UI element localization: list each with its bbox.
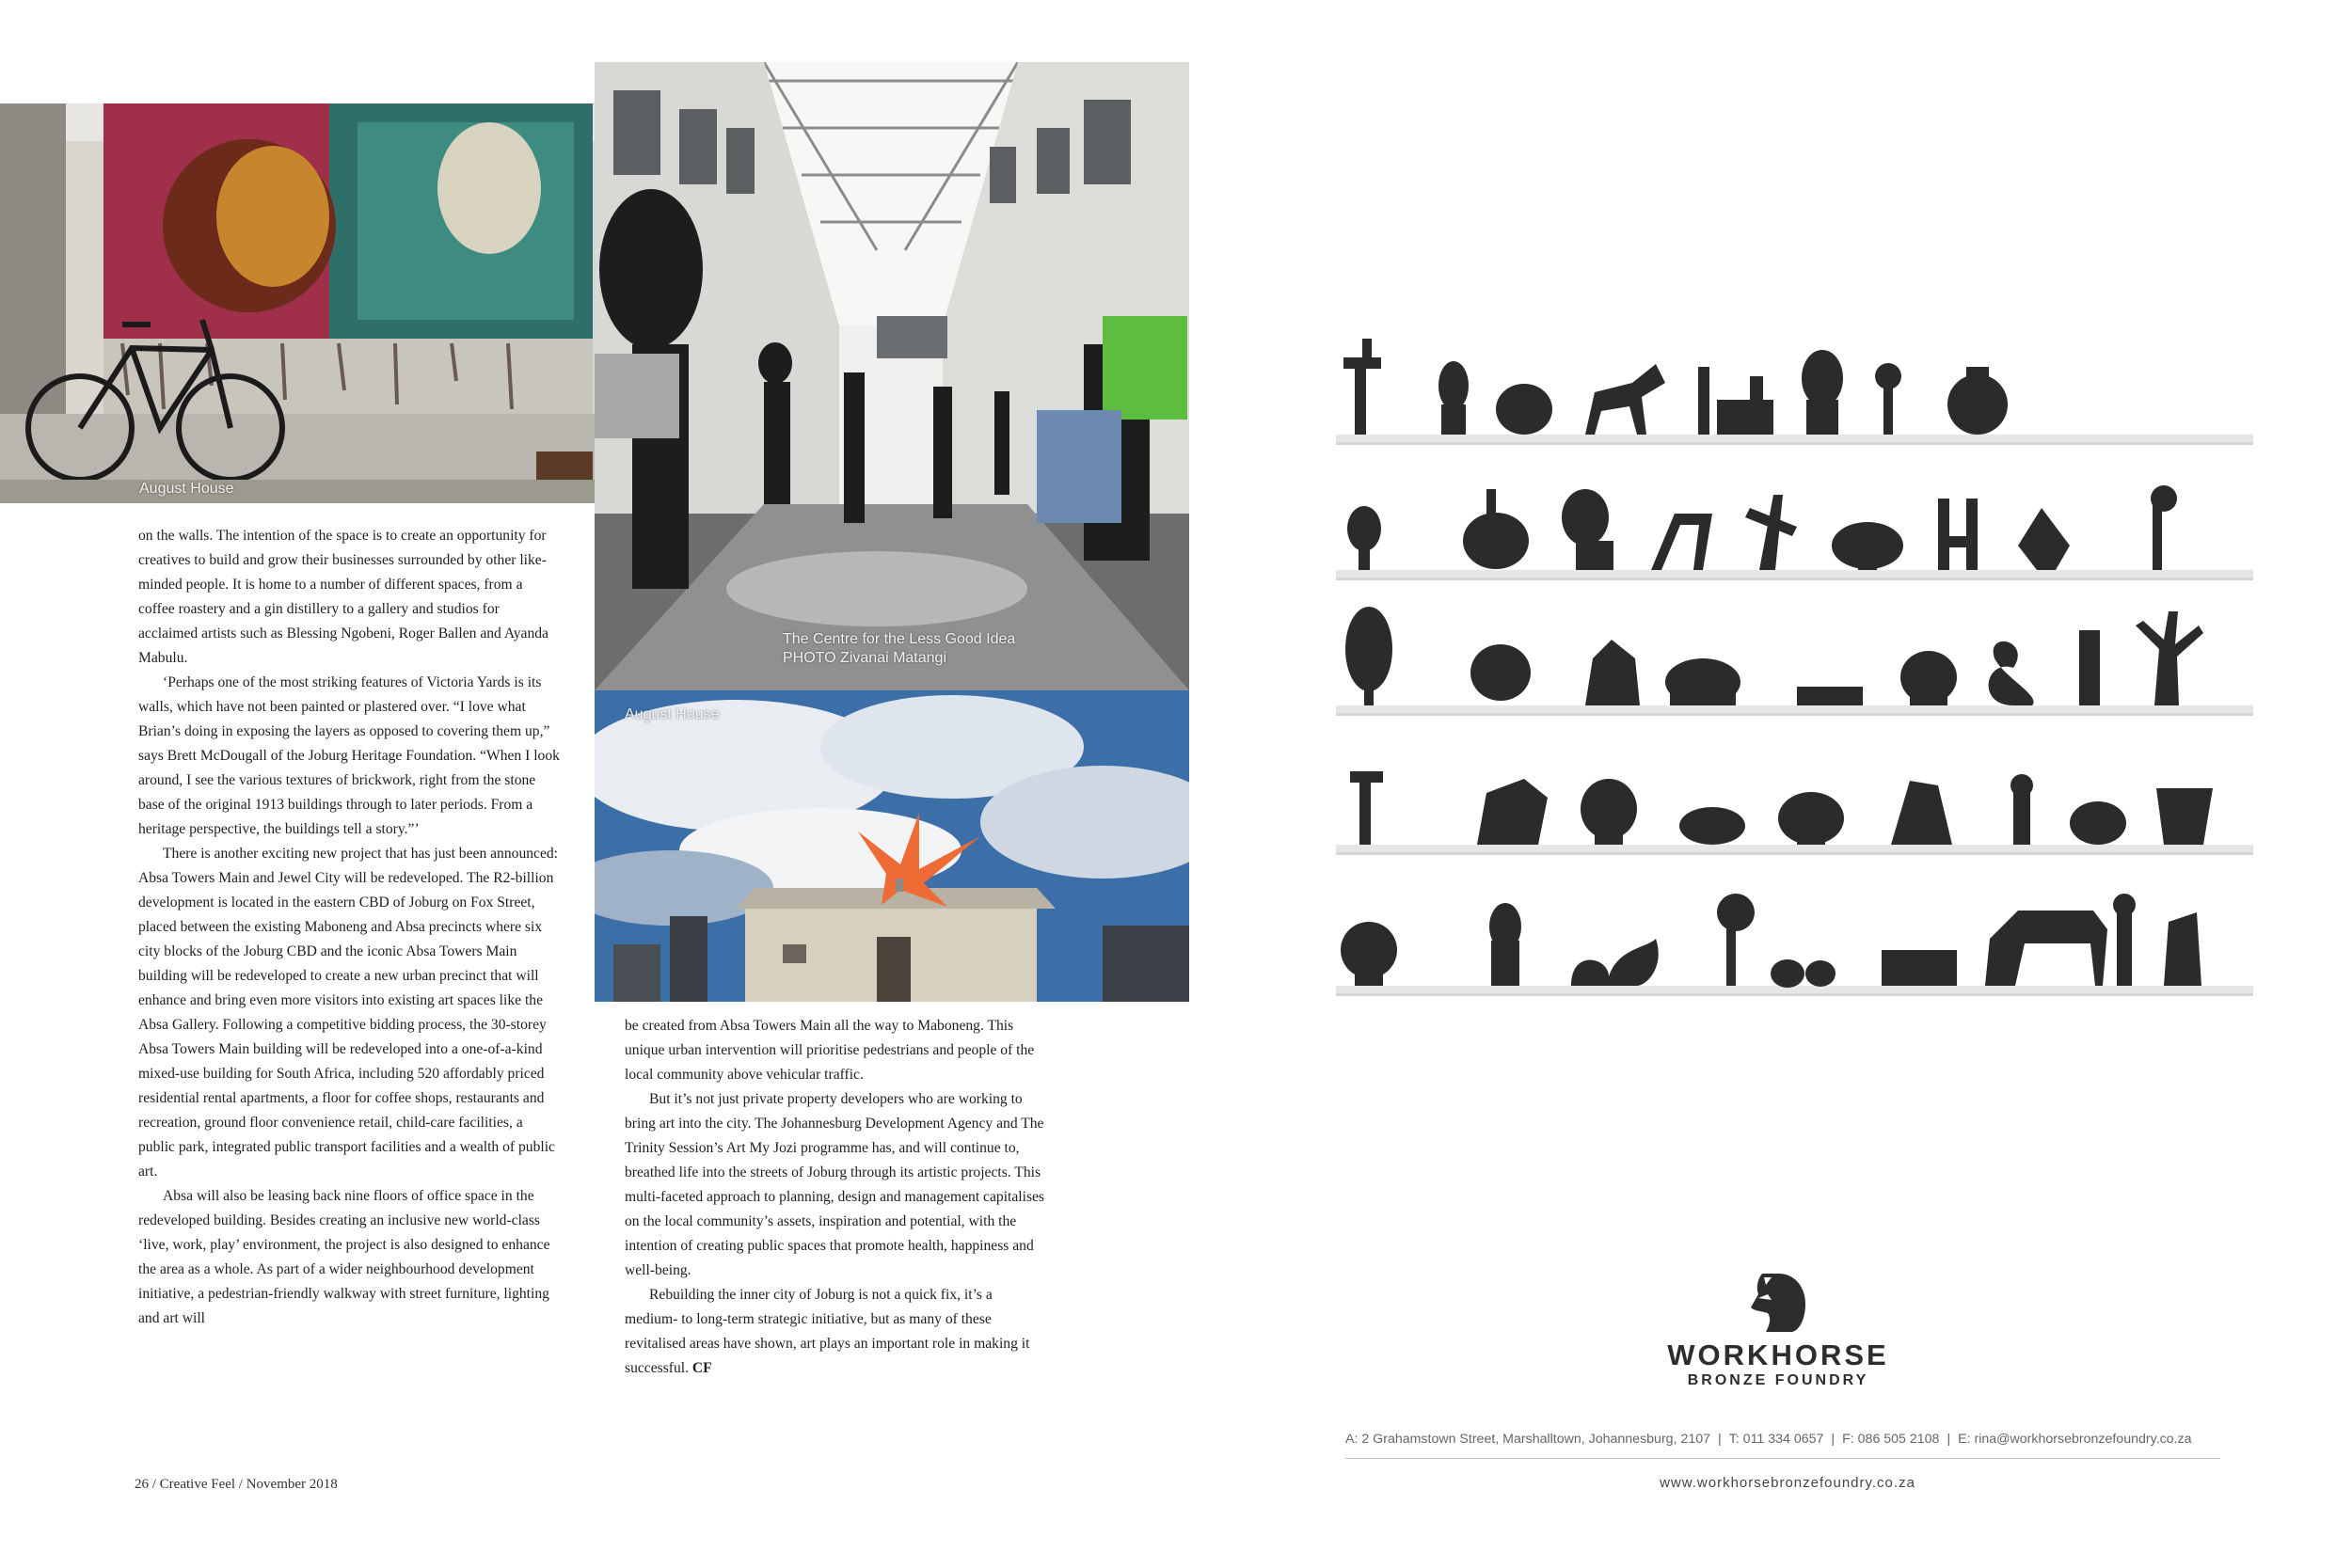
advert-telephone: T: 011 334 0657	[1728, 1432, 1824, 1447]
horse-head-icon	[1745, 1270, 1811, 1336]
photo-rooftop-sculpture	[595, 690, 1189, 1002]
page-folio: 26 / Creative Feel / November 2018	[135, 1477, 338, 1492]
photo-dance-hall	[595, 62, 1189, 690]
article-paragraph: ‘Perhaps one of the most striking features of Victoria Yards is its walls, which have not been painted or plastered over. “I love what Brian’s doing in exposing the layers as opposed to covering them up,” says Brett McDougall of the Joburg Heritage Foundation. “When I look around, I see the various textures of brickwork, right from the stone base of the original 1913 buildings through to later periods. From a heritage perspective, the buildings tell a story.”’	[138, 674, 560, 837]
article-paragraph: There is another exciting new project that has just been announced: Absa Towers Main and Jewel City will be redeveloped. The R2-billion development is located in the eastern CBD of Joburg on Fox Street, placed between the existing Maboneng and Absa precincts where six city blocks of the Joburg CBD and the iconic Absa Towers Main building will be redeveloped to create a new urban precinct that will enhance and bring even more visitors into existing art spaces like the Absa Gallery. Following a competitive bidding process, the 30-storey Absa Towers Main building will be redeveloped into a one-of-a-kind mixed-use building for South Africa, including 520 affordably priced residential rental apartments, a floor for coffee shops, restaurants and recreation, ground floor convenience retail, child-care facilities, a public park, integrated public transport facilities and a wealth of public art.	[138, 846, 559, 1180]
advert-fax: F: 086 505 2108	[1842, 1432, 1940, 1447]
article-signoff: CF	[691, 1360, 712, 1376]
caption-studio: August House	[139, 481, 234, 497]
advert-contact-line: A: 2 Grahamstown Street, Marshalltown, Johannesburg, 2107 | T: 011 334 0657 | F: 086 505 2108 | E: rina@workhorsebronzefoundry.co.za	[1345, 1432, 2192, 1447]
photo-studio-mural	[0, 103, 595, 503]
article-paragraph: be created from Absa Towers Main all the way to Maboneng. This unique urban intervention will prioritise pedestrians and people of the local community above vehicular traffic.	[625, 1018, 1035, 1083]
caption-hall-credit: PHOTO Zivanai Matangi	[783, 650, 946, 666]
article-column-2	[625, 1014, 1046, 1381]
article-paragraph: on the walls. The intention of the space is to create an opportunity for creatives to build and grow their businesses surrounded by other like-minded people. It is home to a number of different spaces, from a coffee roastery and a gin distillery to a gallery and studios for acclaimed artists such as Blessing Ngobeni, Roger Ballen and Ayanda Mabulu.	[138, 528, 548, 666]
article-paragraph	[625, 1283, 1046, 1381]
article-paragraph: Absa will also be leasing back nine floors of office space in the redeveloped building. Besides creating an inclusive new world-class ‘live, work, play’ environment, the project is also designed to enhance the area as a whole. As part of a wider neighbourhood development initiative, a pedestrian-friendly walkway with street furniture, lighting and art will	[138, 1188, 550, 1326]
advert-address: A: 2 Grahamstown Street, Marshalltown, Johannesburg, 2107	[1345, 1432, 1711, 1447]
article-paragraph: But it’s not just private property developers who are working to bring art into the city. The Johannesburg Development Agency and The Trinity Session’s Art My Jozi programme has, and will continue to, breathed life into the streets of Joburg through its artistic projects. This multi-faceted approach to planning, design and management capitalises on the local community’s assets, inspiration and potential, with the intention of creating public spaces that promote health, happiness and well-being.	[625, 1091, 1044, 1278]
caption-rooftop: August House	[625, 706, 720, 722]
advert-sculpture-shelves	[1336, 310, 2277, 1006]
caption-hall-title: The Centre for the Less Good Idea	[783, 631, 1016, 647]
article-column-1	[138, 524, 560, 1331]
article-paragraph-text: Rebuilding the inner city of Joburg is not a quick fix, it’s a medium- to long-term strategic initiative, but as many of these revitalised areas have shown, art plays an important role in making it successful.	[625, 1287, 1030, 1376]
brand-subtitle: BRONZE FOUNDRY	[1687, 1372, 1869, 1388]
brand-name: WORKHORSE	[1667, 1338, 1889, 1371]
advert-website-link[interactable]: www.workhorsebronzefoundry.co.za	[1660, 1475, 1915, 1491]
advert-email[interactable]: E: rina@workhorsebronzefoundry.co.za	[1958, 1432, 2192, 1447]
advert-divider	[1345, 1458, 2220, 1459]
workhorse-logo	[1637, 1270, 1919, 1402]
